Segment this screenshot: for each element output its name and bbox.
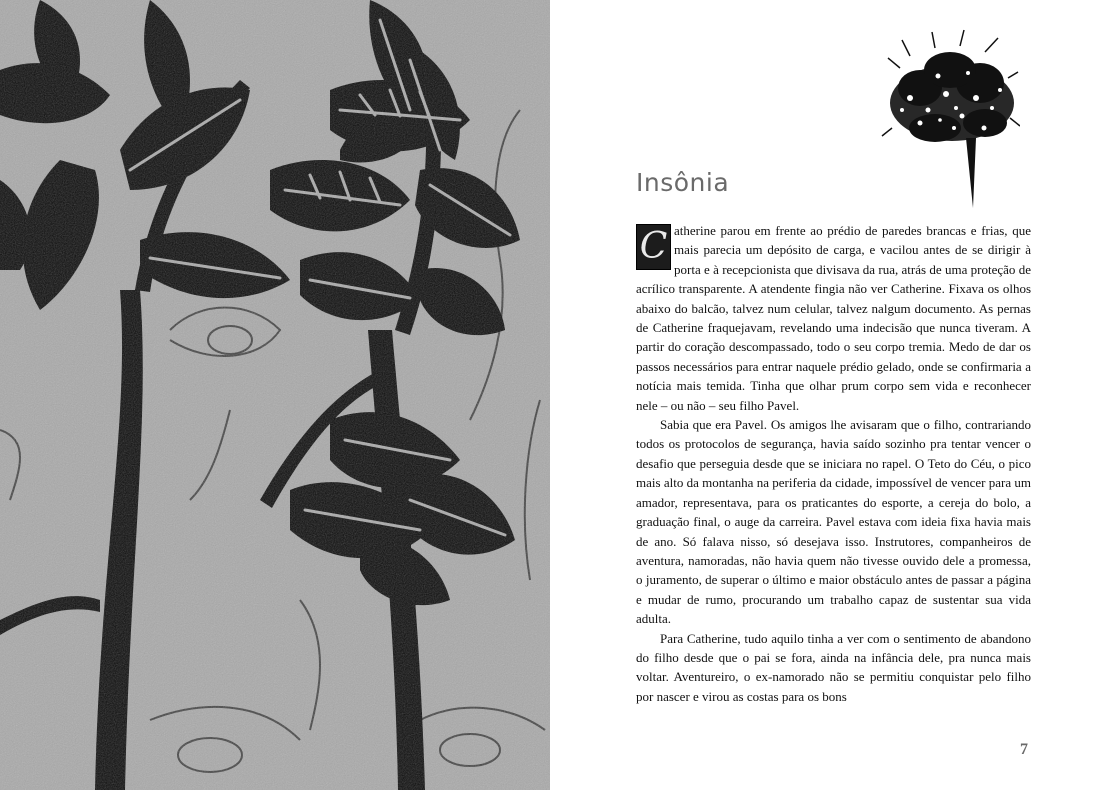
chapter-title: Insônia (636, 168, 730, 197)
page-number: 7 (1020, 741, 1028, 758)
tree-ornament-icon (880, 28, 1020, 208)
drop-cap (636, 224, 671, 270)
drop-cap-letter: C (639, 226, 668, 267)
paragraph: Sabia que era Pavel. Os amigos lhe avisaram que o filho, contrariando todos os protocolos de segurança, havia saído sozinho pra tentar vencer o desafio que perseguia desde que se iniciara no rapel. O Teto do Céu, o pico mais alto da montanha na periferia da cidade, impossível de vencer para um amador, representava, para os praticantes do esporte, a cereja do bolo, a graduação final, o auge da carreira. Pavel estava com ideia fixa havia mais de ano. Só falava nisso, só desejava isso. Instrutores, companheiros de aventura, namoradas, não havia quem não tivesse ouvido dele a promessa, o juramento, de superar o último e maior obstáculo antes de passar a página e mudar de rumo, procurando um trabalho capaz de sustentar sua vida adulta. (636, 417, 1031, 627)
paragraph: Para Catherine, tudo aquilo tinha a ver com o sentimento de abandono do filho desde que o pai se fora, ainda na infância dele, pra nunca mais voltar. Aventureiro, o ex-namorado não se permitiu conquistar pelo filho por nascer e virou as costas para os bons (636, 630, 1031, 704)
right-page (550, 0, 1100, 790)
body-text (636, 221, 1031, 706)
paragraph (636, 221, 1031, 415)
paragraph-text: atherine parou em frente ao prédio de paredes brancas e frias, que mais parecia um depósito de carga, e vacilou antes de se dirigir à porta e à recepcionista que divisava da rua, atrás de uma proteção de acrílico transparente. A atendente fingia não ver Catherine. Fixava os olhos abaixo do balcão, talvez num celular, talvez nalgum documento. As pernas de Catherine fraquejavam, revelando uma indecisão que nunca tiveram. A partir do coração descompassado, todo o seu corpo tremia. Medo de dar os passos necessários para entrar naquele prédio gelado, onde se confirmaria a notícia mais temida. Tinha que olhar prum corpo sem vida e reconhecer nele – ou não – seu filho Pavel. (636, 223, 1031, 413)
